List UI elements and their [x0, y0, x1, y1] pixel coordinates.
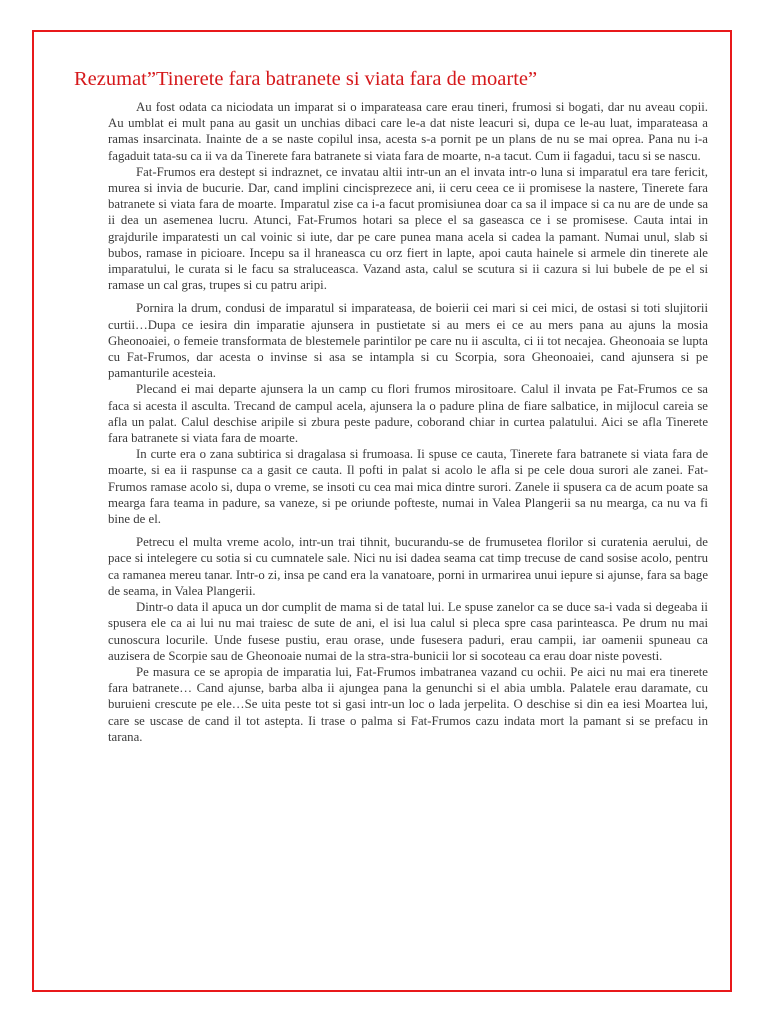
- paragraph-1: Au fost odata ca niciodata un imparat si o imparateasa care erau tineri, frumosi si bogati, dar nu aveau copii. Au umblat ei mult pana au gasit un unchias dibaci care le-a dat niste leacuri si, dupa ce le-au luat, imparateasa a ramas insarcinata. Inainte de a se naste copilul insa, acesta s-a pornit pe un plans de nu se mai oprea. Pana nu i-a fagaduit tata-su ca ii va da Tinerete fara batranete si viata fara de moarte, n-a tacut. Cum ii fagadui, tacu si se nascu.: [108, 100, 708, 163]
- paragraph-4: Plecand ei mai departe ajunsera la un camp cu flori frumos mirositoare. Calul il invata pe Fat-Frumos ce sa faca si acesta il asculta. Trecand de campul acela, ajunsera la o padure plina de fiare salbatice, in mijlocul careia se afla un palat. Calul deschise aripile si zbura peste padure, coborand chiar in curtea palatului. Aici se afla Tinerete fara batranete si viata fara de moarte.: [108, 382, 708, 446]
- document-title: Rezumat”Tinerete fara batranete si viata fara de moarte”: [74, 68, 538, 90]
- paragraph-8: Pe masura ce se apropia de imparatia lui, Fat-Frumos imbatranea vazand cu ochii. Pe aici nu mai era tinerete fara batranete… Cand ajunse, barba alba ii ajungea pana la genunchi si el abia umbla. Palatele erau daramate, cu buruieni crescute pe ele…Se uita peste tot si gasi intr-un loc o lada jerpelita. O deschise si din ea iesi Moartea lui, care se uscase de cand il tot astepta. Ii trase o palma si Fat-Frumos cazu indata mort la pamant si se prefacu in tarana.: [108, 664, 708, 744]
- paragraph-2: Fat-Frumos era destept si indraznet, ce invatau altii intr-un an el invata intr-o luna si imparatul era tare fericit, murea si invia de bucurie. Dar, cand implini cincisprezece ani, ii ceru ceea ce ii promisese la nastere, Tinerete fara batranete si viata fara de moarte. Imparatul zise ca i-a facut promisiunea doar ca sa il impace si ca nu are de unde sa ii dea un asemenea lucru. Atunci, Fat-Frumos hotari sa plece el sa gaseasca ce i se promisese. Cauta intai in grajdurile imparatesti un cal voinic si iute, dar pe care punea mana acela si cadea la pamant. Numai unul, slab si bubos, ramase in picioare. Incepu sa il hraneasca cu orz fiert in lapte, apoi cauta hainele si armele din tinerete ale imparatului, le curata si le facu sa straluceasca. Vazand asta, calul se scutura si ii cazura si lui bubele de pe el si ramase un cal gras, trupes si cu patru aripi.: [108, 164, 708, 293]
- paragraph-5: In curte era o zana subtirica si dragalasa si frumoasa. Ii spuse ce cauta, Tinerete fara batranete si viata fara de moarte, si ea ii raspunse ca a gasit ce cauta. Il pofti in palat si acolo le afla si pe cele doua surori ale zanei. Fat-Frumos ramase acolo si, dupa o vreme, se insoti cu cea mai mica dintre surori. Zanele ii spusera ca de acum poate sa mearga fara teama in padure, sa vaneze, si pe oriunde pofteste, numai in Valea Plangerii sa nu mearga, ca nu va fi bine de el.: [108, 447, 708, 527]
- document-body: [108, 99, 708, 745]
- paragraph-6: Petrecu el multa vreme acolo, intr-un trai tihnit, bucurandu-se de frumusetea florilor si curatenia aerului, de pace si intelegere cu sotia si cu cumnatele sale. Nici nu isi dadea seama cat timp trecuse de cand sosise acolo, pentru ca ramanea mereu tanar. Intr-o zi, insa pe cand era la vanatoare, porni in urmarirea unui iepure si ajunse, fara sa bage de seama, in Valea Plangerii.: [108, 535, 708, 598]
- paragraph-7: Dintr-o data il apuca un dor cumplit de mama si de tatal lui. Le spuse zanelor ca se duce sa-i vada si degeaba ii spusera ele ca ai lui nu mai traiesc de sute de ani, el isi lua calul si pleca spre casa parinteasca. Pe drum nu mai cunoscura locurile. Unde fusese pustiu, erau orase, unde fusesera paduri, erau campii, iar oamenii spuneau ca auzisera de Scorpie sau de Gheonoaie numai de la stra-stra-bunicii lor si socoteau ca erau doar niste povesti.: [108, 600, 708, 663]
- paragraph-3: Pornira la drum, condusi de imparatul si imparateasa, de boierii cei mari si cei mici, de ostasi si toti slujitorii curtii…Dupa ce iesira din imparatie ajunsera in pustietate si au mers ei ce au mers pana au ajuns la mosia Gheonoaiei, o femeie transformata de blestemele parintilor pe care nu ii asculta, ci ii tot necajea. Gheonoaia se lupta cu Fat-Frumos, dar acesta o invinse si asa se intampla si cu Scorpia, sora Gheonoaiei, cand ajunsera si pe pamanturile acesteia.: [108, 301, 708, 381]
